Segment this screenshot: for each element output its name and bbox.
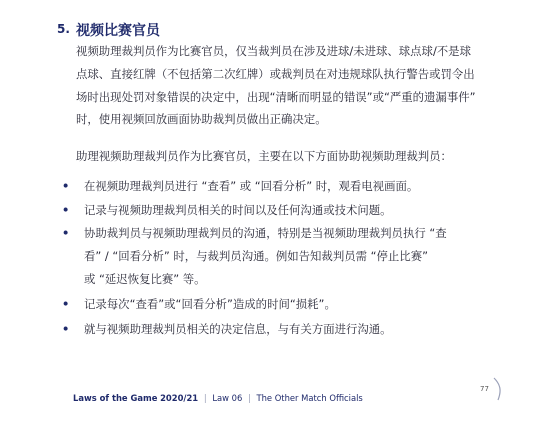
page-footer [73,393,363,403]
bullet-line: 或 “延迟恢复比赛” 等。 [84,271,206,286]
bullet-line: 就与视频助理裁判员相关的决定信息，与有关方面进行沟通。 [84,322,392,336]
page-number: 77 [480,385,489,393]
intro-paragraph [76,40,496,131]
bullet-line: 协助裁判员与视频助理裁判员的沟通，特别是当视频助理裁判员执行 “查 [84,226,447,240]
section-title: 视频比赛官员 [76,23,160,39]
lead-paragraph [76,145,496,168]
bullet-icon: • [62,179,70,193]
footer-title: Laws of the Game [73,393,158,403]
page-corner-swoosh-icon [490,376,508,402]
intro-line: 时，使用视频回放画面协助裁判员做出正确决定。 [76,112,327,127]
footer-separator: | [203,393,207,403]
bullet-line: 记录每次“查看”或“回看分析”造成的时间“损耗”。 [84,297,336,311]
bullet-icon: • [62,297,70,311]
bullet-icon: • [62,203,70,217]
intro-line: 场时出现处罚对象错误的决定中，出现“清晰而明显的错误”或“严重的遗漏事件” [76,89,476,104]
intro-line: 视频助理裁判员作为比赛官员，仅当裁判员在涉及进球/未进球、球点球/不是球 [76,44,471,58]
bullet-line: 记录与视频助理裁判员相关的时间以及任何沟通或技术问题。 [84,203,392,217]
footer-chapter: The Other Match Officials [256,393,363,403]
intro-line: 点球、直接红牌（不包括第二次红牌）或裁判员在对违规球队执行警告或罚令出 [76,66,475,81]
section-number: 5. [57,22,70,36]
bullet-line: 看” / “回看分析” 时，与裁判员沟通。例如告知裁判员需 “停止比赛” [84,248,428,263]
bullet-icon: • [62,226,70,240]
footer-separator: | [247,393,251,403]
bullet-icon: • [62,322,70,336]
bullet-line: 在视频助理裁判员进行 “查看” 或 “回看分析” 时，观看电视画面。 [84,179,419,193]
footer-season: 2020/21 [160,393,199,403]
lead-line: 助理视频助理裁判员作为比赛官员，主要在以下方面协助视频助理裁判员： [76,149,452,163]
footer-law: Law 06 [212,393,243,403]
